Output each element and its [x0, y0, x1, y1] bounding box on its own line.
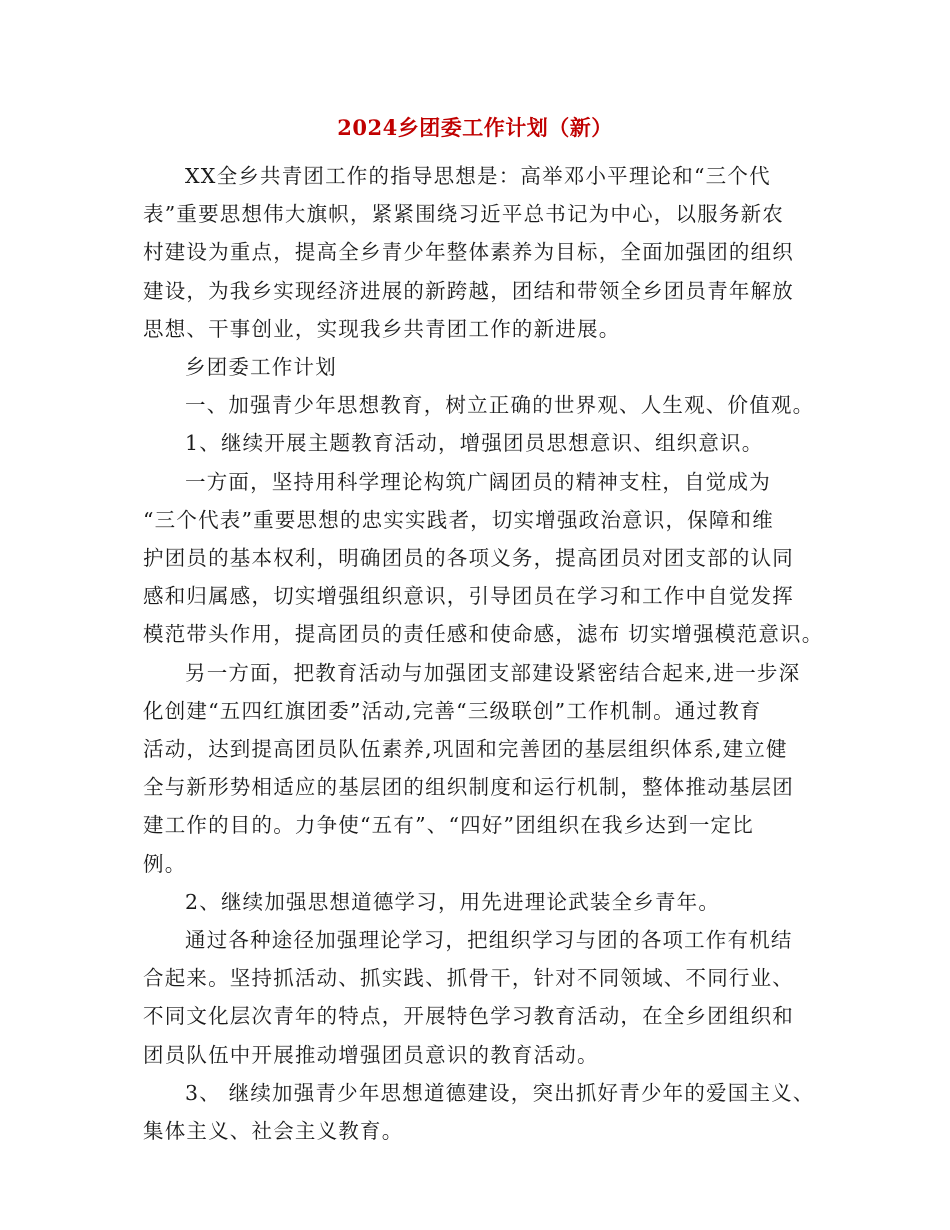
text-line: 一方面，坚持用科学理论构筑广阔团员的精神支柱，自觉成为 — [185, 469, 771, 494]
text-line: 合起来。坚持抓活动、抓实践、抓骨干，针对不同领域、不同行业、 — [143, 966, 794, 991]
text-line: 村建设为重点，提高全乡青少年整体素养为目标，全面加强团的组织 — [143, 240, 794, 265]
text-line: 护团员的基本权利，明确团员的各项义务，提高团员对团支部的认同 — [143, 546, 794, 571]
paragraph — [143, 157, 823, 348]
text-line: 建设，为我乡实现经济进展的新跨越，团结和带领全乡团员青年解放 — [143, 278, 794, 303]
text-line: 不同文化层次青年的特点，开展特色学习教育活动，在全乡团组织和 — [143, 1004, 794, 1029]
paragraph — [143, 921, 823, 1074]
text-line: 建工作的目的。力争使“五有”、“四好”团组织在我乡达到一定比 — [143, 813, 754, 838]
text-line: 全与新形势相适应的基层团的组织制度和运行机制，整体推动基层团 — [143, 775, 794, 800]
text-line: XX全乡共青团工作的指导思想是：高举邓小平理论和“三个代 — [185, 164, 771, 188]
text-line: 另一方面，把教育活动与加强团支部建设紧密结合起来,进一步深 — [185, 660, 801, 685]
subsection-heading — [143, 1074, 823, 1150]
subsection-heading — [143, 883, 823, 921]
text-line: 感和归属感，切实增强组织意识，引导团员在学习和工作中自觉发挥 — [143, 584, 794, 609]
text-line: 2、继续加强思想道德学习，用先进理论武装全乡青年。 — [185, 889, 721, 914]
document-body — [143, 157, 823, 1150]
text-line: 乡团委工作计划 — [185, 355, 337, 380]
paragraph — [143, 654, 823, 883]
text-line: 集体主义、社会主义教育。 — [143, 1119, 404, 1144]
paragraph — [143, 463, 823, 654]
text-line: 活动，达到提高团员队伍素养,巩固和完善团的基层组织体系,建立健 — [143, 737, 788, 762]
text-line: 表”重要思想伟大旗帜，紧紧围绕习近平总书记为中心，以服务新农 — [143, 202, 784, 227]
text-line: 一、加强青少年思想教育，树立正确的世界观、人生观、价值观。 — [185, 393, 815, 418]
text-line: 思想、干事创业，实现我乡共青团工作的新进展。 — [143, 316, 621, 341]
text-line: 1、继续开展主题教育活动，增强团员思想意识、组织意识。 — [185, 431, 764, 456]
section-heading — [143, 348, 823, 386]
document-title: 2024乡团委工作计划（新） — [337, 115, 613, 140]
section-heading — [143, 386, 823, 424]
text-line: 通过各种途径加强理论学习，把组织学习与团的各项工作有机结 — [185, 928, 793, 953]
text-line: 例。 — [143, 851, 187, 876]
text-line: 3、 继续加强青少年思想道德建设，突出抓好青少年的爱国主义、 — [185, 1080, 815, 1105]
text-line: 模范带头作用，提高团员的责任感和使命感，滤布 切实增强模范意识。 — [143, 622, 824, 647]
text-line: “三个代表”重要思想的忠实实践者，切实增强政治意识，保障和维 — [143, 507, 774, 532]
subsection-heading — [143, 424, 823, 462]
text-line: 化创建“五四红旗团委”活动,完善“三级联创”工作机制。通过教育 — [143, 698, 762, 723]
text-line: 团员队伍中开展推动增强团员意识的教育活动。 — [143, 1042, 599, 1067]
